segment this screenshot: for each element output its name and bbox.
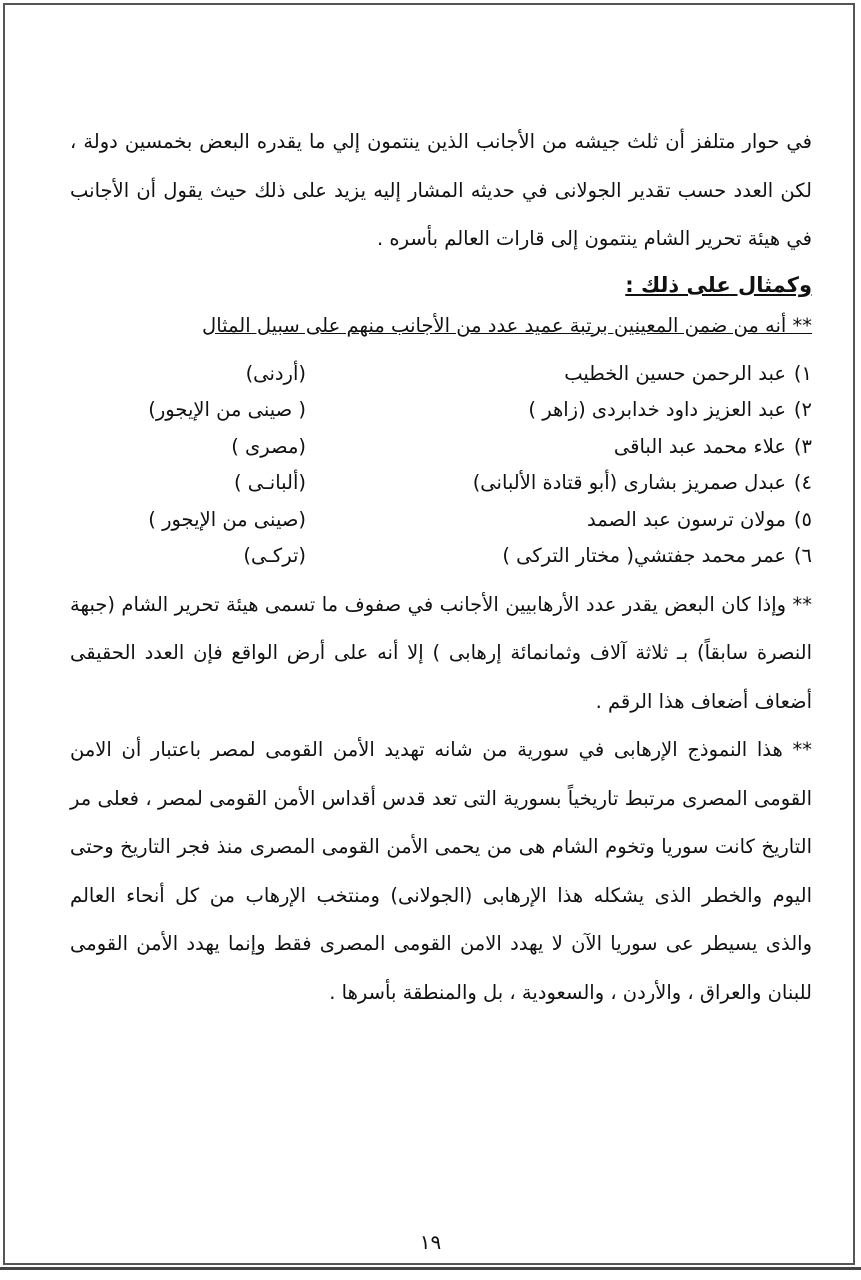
- example-heading: وكمثال على ذلك :: [625, 272, 812, 297]
- item-origin: (صينى من الإيجور ): [148, 507, 306, 531]
- list-item: [70, 392, 812, 429]
- item-number: ٥): [793, 507, 812, 531]
- list-item: [70, 502, 812, 539]
- list-item: [70, 465, 812, 502]
- item-origin: ( صينى من الإيجور): [148, 398, 306, 421]
- item-number: ٤): [793, 471, 812, 494]
- list-item: [70, 356, 812, 393]
- item-name: علاء محمد عبد الباقى: [613, 434, 786, 458]
- item-name: عبد العزيز داود خدابردى (زاهر ): [528, 398, 786, 421]
- item-origin: (ألبانـى ): [234, 471, 306, 494]
- commanders-list: [70, 356, 812, 575]
- list-item: [70, 429, 812, 466]
- item-number: ١): [793, 361, 812, 385]
- paragraph-2: ** وإذا كان البعض يقدر عدد الأرهابيين الأجانب في صفوف ما تسمى هيئة تحرير الشام (جبهة النصرة سابقاً) بـ ثلاثة آلاف وثمانمائة إرهابى ) إلا أنه على أرض الواقع فإن العدد الحقيقى أضعاف أضعاف هذا الرقم .: [70, 592, 812, 713]
- intro-paragraph: في حوار متلفز أن ثلث جيشه من الأجانب الذين ينتمون إلي ما يقدره البعض بخمسين دولة ، لكن العدد حسب تقدير الجولانى في حديثه المشار إليه يزيد على ذلك حيث يقول أن الأجانب في هيئة تحرير الشام ينتمون إلى قارات العالم بأسره .: [70, 130, 812, 250]
- item-number: ٢): [793, 398, 812, 421]
- page-content: [70, 118, 812, 1017]
- item-name: مولان ترسون عبد الصمد: [586, 507, 786, 531]
- bottom-edge-line: [0, 1267, 861, 1270]
- item-origin: (مصرى ): [231, 434, 306, 458]
- item-number: ٣): [793, 434, 812, 458]
- item-name: عبدل صمريز بشارى (أبو قتادة الألبانى): [472, 471, 786, 494]
- list-item: [70, 538, 812, 575]
- paragraph-3: ** هذا النموذج الإرهابى في سورية من شانه تهديد الأمن القومى لمصر باعتبار أن الامن القومى المصرى مرتبط تاريخياً بسورية التى تعد قدس أقداس الأمن القومى لمصر ، فعلى مر التاريخ كانت سوريا وتخوم الشام هى من يحمى الأمن القومى المصرى منذ فجر التاريخ وحتى اليوم والخطر الذى يشكله هذا الإرهابى (الجولانى) ومنتخب الإرهاب من كل أنحاء العالم والذى يسيطر عى سوريا الآن لا يهدد الامن القومى المصرى فقط وإنما يهدد الأمن القومى للبنان والعراق ، والأردن ، والسعودية ، بل والمنطقة بأسرها .: [70, 738, 812, 1004]
- item-name: عبد الرحمن حسين الخطيب: [564, 361, 786, 385]
- item-origin: (تركـى): [243, 544, 306, 567]
- item-number: ٦): [793, 544, 812, 567]
- item-name: عمر محمد جفتشي( مختار التركى ): [502, 544, 786, 567]
- page-number: ١٩: [419, 1230, 442, 1254]
- item-origin: (أردنى): [245, 361, 306, 385]
- list-heading: ** أنه من ضمن المعينين برتبة عميد عدد من الأجانب منهم على سبيل المثال: [202, 313, 812, 337]
